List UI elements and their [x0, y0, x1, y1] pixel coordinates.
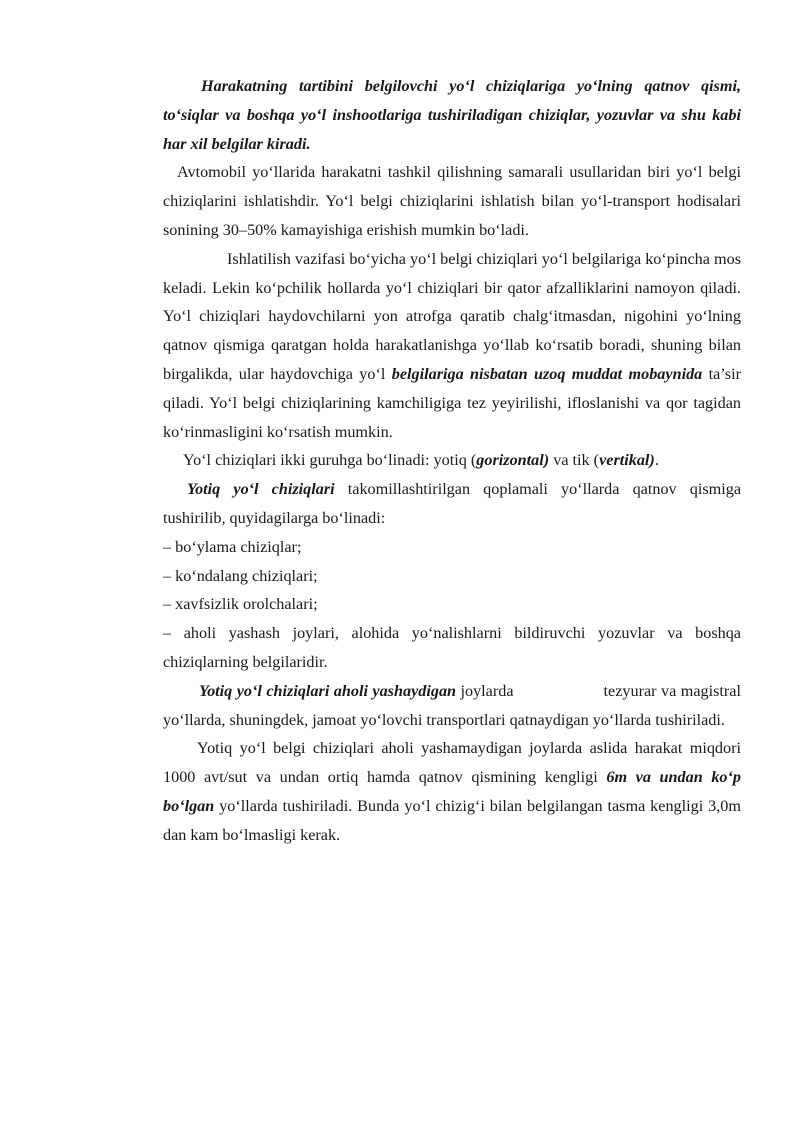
paragraph-text: takomillashtirilgan qoplamali yo‘llarda qatnov qismiga tushirilib, quyidagilarga bo‘linadi:: [163, 480, 742, 527]
paragraph-text: yo‘llarda tushiriladi. Bunda yo‘l chizig‘i bilan belgilangan tasma kengligi 3,0m dan kam bo‘lmasligi kerak.: [163, 796, 741, 844]
paragraph-marking-groups: [163, 446, 741, 475]
paragraph-unpopulated-areas: [163, 734, 741, 849]
emphasis-text: Yotiq yo‘l chiziqlari: [187, 480, 335, 499]
paragraph-road-markings-efficiency: [163, 158, 741, 244]
paragraph-text: .: [654, 451, 659, 470]
paragraph-populated-areas: [163, 677, 741, 735]
emphasis-text: 6m va undan ko‘p bo‘lgan: [163, 768, 741, 815]
paragraph-horizontal-markings: [163, 475, 741, 533]
paragraph-text: tezyurar va magistral yo‘llarda, shuningdek, jamoat yo‘lovchi transportlari qatnaydigan yo‘llarda tushiriladi.: [163, 681, 741, 729]
paragraph-text: Avtomobil yo‘llarida harakatni tashkil qilishning samarali usullaridan biri yo‘l belgi chiziqlarini ishlatishdir. Yo‘l belgi chiziqlarini ishlatish bilan yo‘l-transport hodisalari sonining 30–50% kamayishiga erishish mumkin bo‘ladi.: [163, 163, 741, 239]
emphasis-text: belgilariga nisbatan uzoq muddat mobaynida: [391, 364, 703, 383]
document-page: [163, 72, 741, 850]
paragraph-text: Yotiq yo‘l belgi chiziqlari aholi yashamaydigan joylarda aslida harakat miqdori 1000 avt/sut va undan ortiq hamda qatnov qismining kengligi: [163, 739, 741, 787]
list-item-text: – bo‘ylama chiziqlar;: [163, 537, 302, 556]
list-item: [163, 533, 741, 562]
intro-text: Harakatning tartibini belgilovchi yo‘l chiziqlariga yo‘lning qatnov qismi, to‘siqlar va boshqa yo‘l inshootlariga tushiriladigan chiziqlar, yozuvlar va shu kabi har xil belgilar kiradi.: [163, 77, 741, 153]
list-item-text: – ko‘ndalang chiziqlari;: [163, 566, 318, 585]
list-item-text: – aholi yashash joylari, alohida yo‘nalishlarni bildiruvchi yozuvlar va boshqa chiziqlarning belgilaridir.: [163, 624, 741, 671]
emphasis-text: gorizontal): [476, 451, 550, 470]
paragraph-text: ta’sir qiladi. Yo‘l belgi chiziqlarining kamchiligiga tez yeyirilishi, ifloslanishi va qor tagidan ko‘rinmasligini ko‘rsatish mumkin.: [163, 364, 741, 441]
paragraph-text: va tik (: [549, 451, 600, 470]
intro-paragraph: [163, 72, 741, 158]
list-item-text: – xavfsizlik orolchalari;: [163, 595, 318, 614]
paragraph-text: joylarda: [456, 681, 514, 700]
paragraph-text: Yo‘l chiziqlari ikki guruhga bo‘linadi: yotiq (: [183, 451, 477, 470]
list-item: [163, 562, 741, 591]
list-item: [163, 619, 741, 677]
emphasis-text: Yotiq yo‘l chiziqlari aholi yashaydigan: [199, 681, 457, 700]
emphasis-text: vertikal): [599, 451, 655, 470]
paragraph-text: Ishlatilish vazifasi bo‘yicha yo‘l belgi chiziqlari yo‘l belgilariga ko‘pincha mos keladi. Lekin ko‘pchilik hollarda yo‘l chiziqlari bir qator afzalliklarini namoyon qiladi. Yo‘l chiziqlari haydovchilarni yon atrofga qaratib chalg‘itmasdan, nigohini yo‘lning qatnov qismiga qaratgan holda harakatlanishga yo‘llab ko‘rsatib boradi, shuning bilan birgalikda, ular haydovchiga yo‘l: [163, 249, 741, 383]
paragraph-markings-vs-signs: [163, 245, 741, 447]
list-item: [163, 590, 741, 619]
